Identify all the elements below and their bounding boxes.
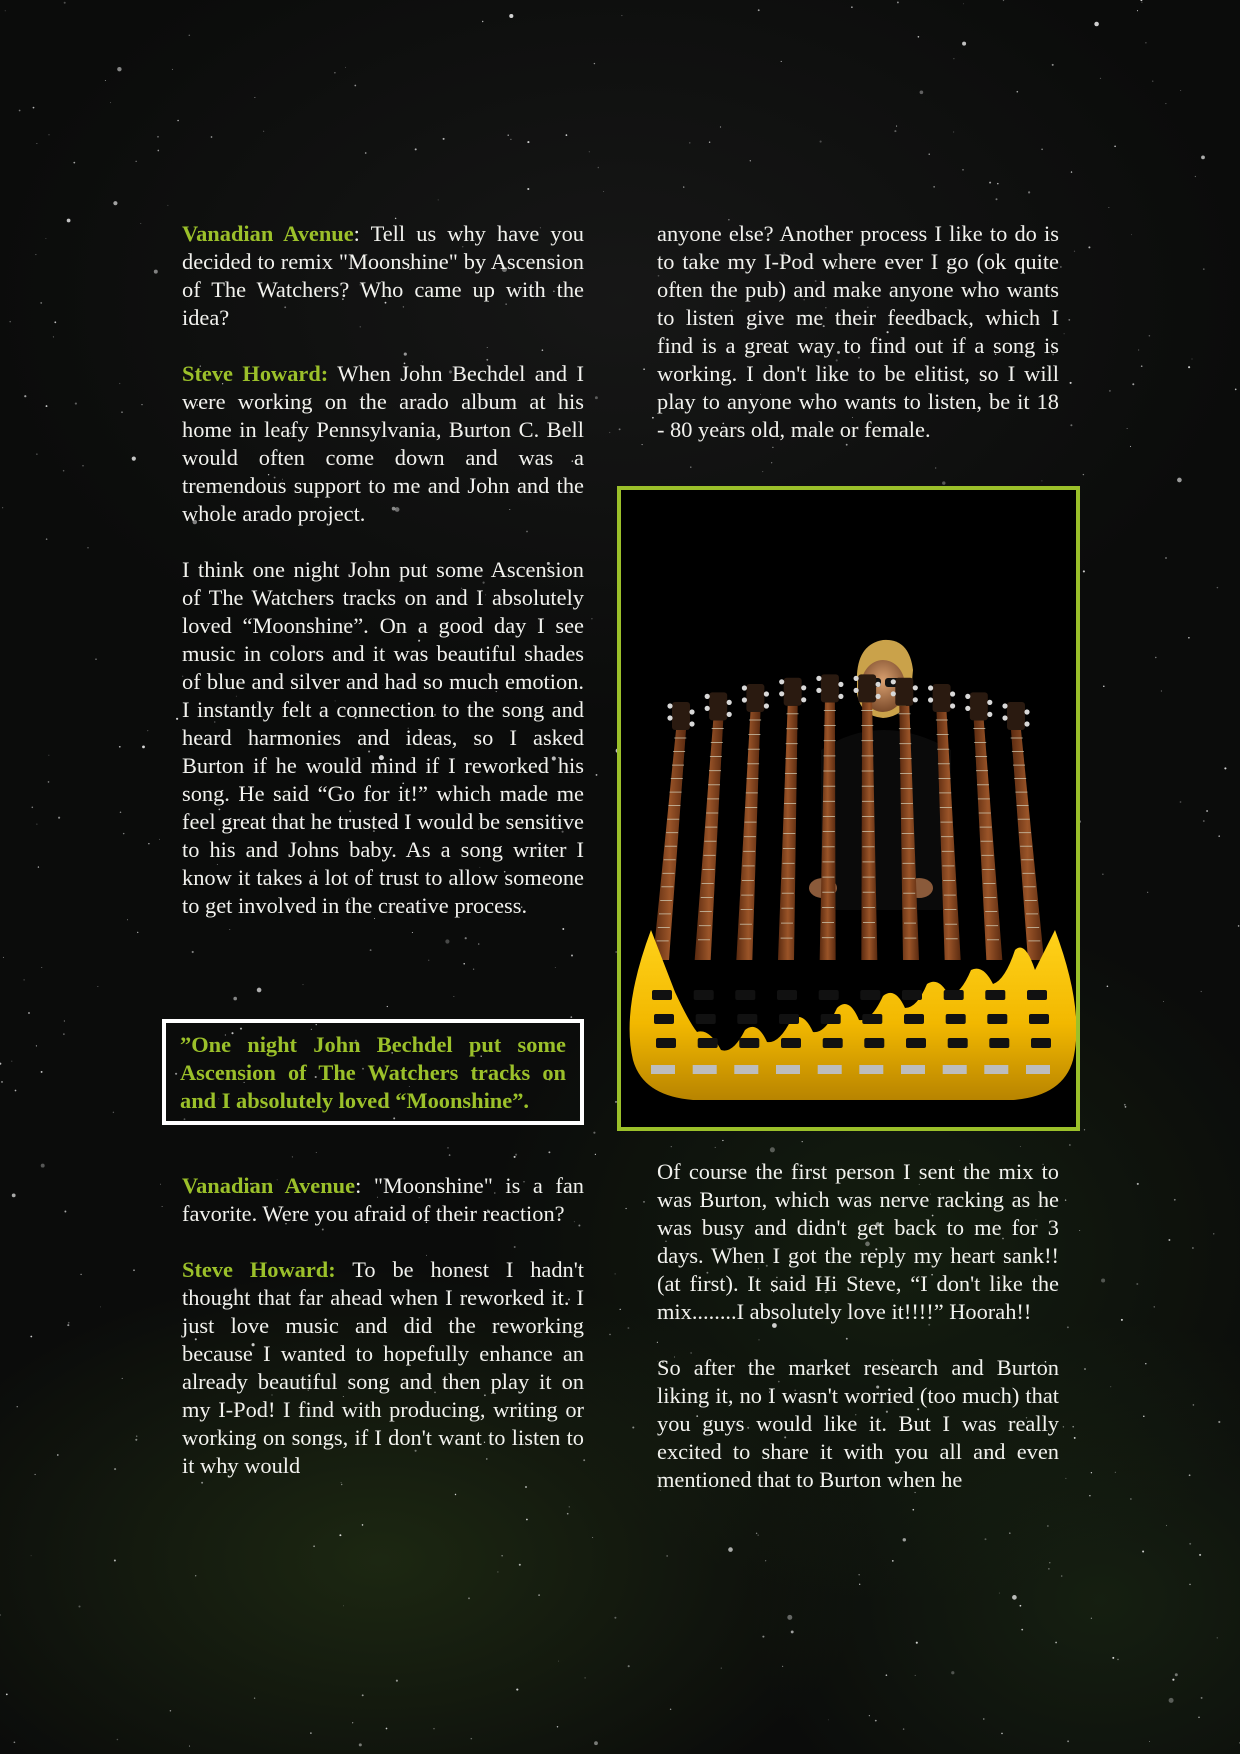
bridge <box>901 1065 925 1074</box>
pickup <box>948 1038 968 1048</box>
answer-text: To be honest I hadn't thought that far ahead when I reworked it. I just love music and did the reworking because I wanted to hopefully enhance an already beautiful song and then play it on my I-Pod! I find with producing, writing or working on songs, if I don't want to listen to it why would <box>182 1257 584 1478</box>
question-2 <box>182 1172 584 1228</box>
speaker-name: Steve Howard: <box>182 1257 336 1282</box>
pickup <box>864 1038 884 1048</box>
pickup <box>987 1014 1007 1024</box>
pickup <box>946 1014 966 1024</box>
right-paragraph-2: Of course the first person I sent the mix to was Burton, which was nerve racking as he was busy and didn't get back to me for 3 days. When I got the reply my heart sank!! (at first). It said Hi Steve, “I don't like the mix........I absolutely love it!!!!” Hoorah!! <box>657 1159 1059 1324</box>
right-paragraph-1: anyone else? Another process I like to do is to take my I-Pod where ever I go (ok quite often the pub) and make anyone who wants to listen give me their feedback, which I find is a great way to find out if a song is working. I don't like to be elitist, so I will play to anyone who wants to listen, be it 18 - 80 years old, male or female. <box>657 221 1059 442</box>
bridge <box>859 1065 883 1074</box>
answer-1-paragraph-2: I think one night John put some Ascension of The Watchers tracks on and I absolutely loved “Moonshine”. On a good day I see music in colors and it was beautiful shades of blue and silver and had so much emotion. I instantly felt a connection to the song and heard harmonies and ideas, so I asked Burton if he would mind if I reworked his song. He said “Go for it!” which made me feel great that he trusted I would be sensitive to his and Johns baby. As a song writer I know it takes a lot of trust to allow someone to get involved in the creative process. <box>182 557 584 918</box>
pickup <box>735 990 755 1000</box>
pickup <box>696 1014 716 1024</box>
speaker-name: Vanadian Avenue <box>182 1173 356 1198</box>
bridge <box>693 1065 717 1074</box>
pickup <box>698 1038 718 1048</box>
speaker-name: Steve Howard: <box>182 361 329 386</box>
answer-1 <box>182 360 584 528</box>
speaker-name: Vanadian Avenue <box>182 221 354 246</box>
pickup <box>694 990 714 1000</box>
question-text: : "Moonshine" is a fan favorite. Were you afraid of their reaction? <box>182 1173 584 1226</box>
pull-quote: ”One night John Bechdel put some Ascension of The Watchers tracks on and I absolutely loved “Moonshine”. <box>180 1032 566 1113</box>
pickup <box>1029 1014 1049 1024</box>
bridge <box>984 1065 1008 1074</box>
right-paragraph-3: So after the market research and Burton liking it, no I wasn't worried (too much) that you guys would like it. But I was really excited to share it with you all and even mentioned that to Burton when he <box>657 1355 1059 1492</box>
pickup <box>823 1038 843 1048</box>
bridge <box>734 1065 758 1074</box>
pickup <box>1031 1038 1051 1048</box>
pickup <box>1027 990 1047 1000</box>
pickup <box>904 1014 924 1024</box>
bridge <box>651 1065 675 1074</box>
bridge <box>776 1065 800 1074</box>
pickup <box>652 990 672 1000</box>
pickup <box>656 1038 676 1048</box>
pickup <box>819 990 839 1000</box>
pickup <box>739 1038 759 1048</box>
pickup <box>737 1014 757 1024</box>
pickup <box>860 990 880 1000</box>
pull-quote-box <box>162 1019 584 1125</box>
bridge <box>1026 1065 1050 1074</box>
pickup <box>779 1014 799 1024</box>
pickup <box>781 1038 801 1048</box>
pickup <box>989 1038 1009 1048</box>
pickup <box>985 990 1005 1000</box>
right-column-top <box>657 220 1059 472</box>
answer-2 <box>182 1256 584 1480</box>
pickup <box>821 1014 841 1024</box>
photo-frame <box>617 486 1080 1131</box>
pickup <box>902 990 922 1000</box>
bridge <box>818 1065 842 1074</box>
left-column <box>182 220 584 948</box>
answer-text: When John Bechdel and I were working on the arado album at his home in leafy Pennsylvania, Burton C. Bell would often come down and was a tremendous support to me and John and the whole arado project. <box>182 361 585 526</box>
left-column-lower <box>182 1172 584 1508</box>
pickup <box>654 1014 674 1024</box>
pickup <box>777 990 797 1000</box>
bass-guitar-photo <box>621 490 1076 1127</box>
right-column-bottom <box>657 1158 1059 1522</box>
pickup <box>944 990 964 1000</box>
question-1 <box>182 220 584 332</box>
pickup <box>862 1014 882 1024</box>
bridge <box>943 1065 967 1074</box>
pickup <box>906 1038 926 1048</box>
question-text: : Tell us why have you decided to remix "Moonshine" by Ascension of The Watchers? Who came up with the idea? <box>182 221 584 330</box>
